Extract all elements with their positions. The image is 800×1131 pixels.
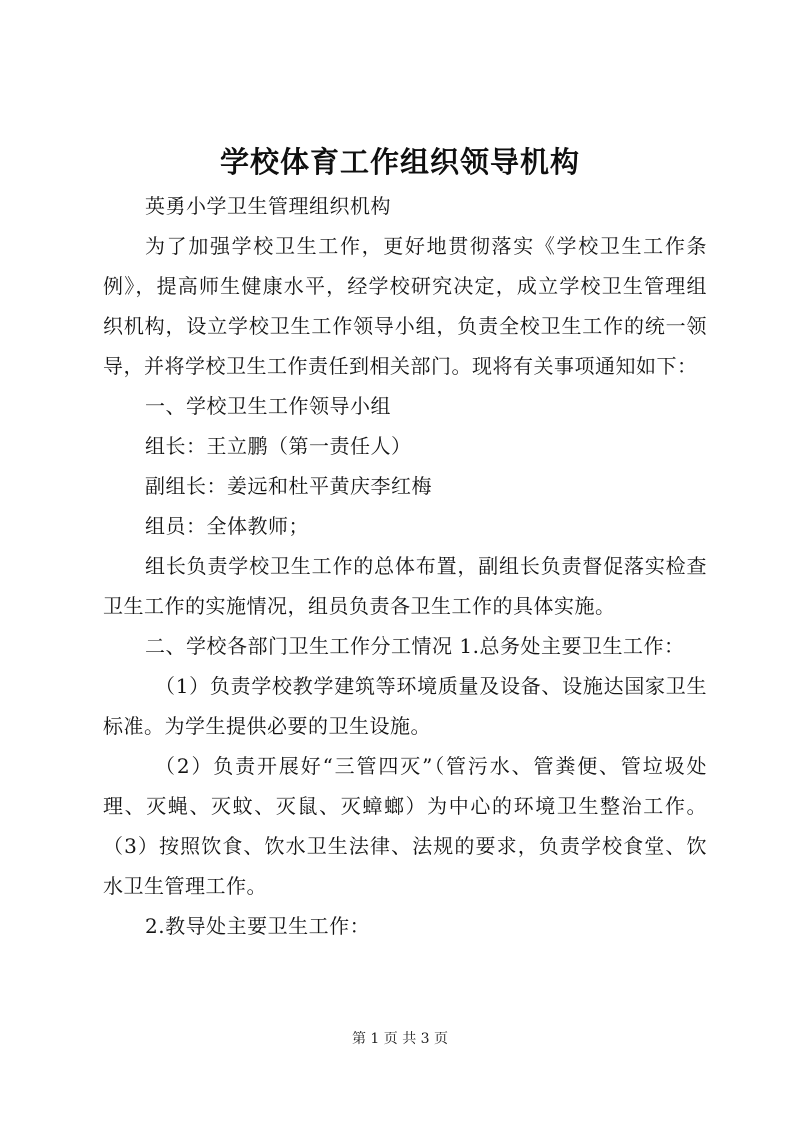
paragraph-section-one-heading: 一、学校卫生工作领导小组 <box>145 394 391 418</box>
paragraph-section-two-heading: 二、学校各部门卫生工作分工情况 1.总务处主要卫生工作： <box>145 634 685 658</box>
paragraph-item-2-3: （2）负责开展好“三管四灭”（管污水、管粪便、管垃圾处理、灭蝇、灭蚊、灭鼠、灭蟑螂）为中心的环境卫生整治工作。（3）按照饮食、饮水卫生法律、法规的要求，负责学校食堂、饮水卫生管理工作。 <box>103 754 707 898</box>
document-body <box>103 186 707 946</box>
paragraph-responsibilities: 组长负责学校卫生工作的总体布置，副组长负责督促落实检查卫生工作的实施情况，组员负责各卫生工作的具体实施。 <box>103 554 707 618</box>
paragraph-group-leader: 组长：王立鹏（第一责任人） <box>145 434 412 458</box>
paragraph-intro: 为了加强学校卫生工作，更好地贯彻落实《学校卫生工作条例》，提高师生健康水平，经学校研究决定，成立学校卫生管理组织机构，设立学校卫生工作领导小组，负责全校卫生工作的统一领导，并将学校卫生工作责任到相关部门。现将有关事项通知如下： <box>103 234 707 378</box>
paragraph-members: 组员：全体教师； <box>145 514 309 538</box>
paragraph-deputy-leaders: 副组长：姜远和杜平黄庆李红梅 <box>145 474 432 498</box>
paragraph-item-1: （1）负责学校教学建筑等环境质量及设备、设施达国家卫生标准。为学生提供必要的卫生设施。 <box>103 674 707 738</box>
page-number-footer: 第 1 页 共 3 页 <box>351 1031 449 1047</box>
paragraph-org-name: 英勇小学卫生管理组织机构 <box>145 194 391 218</box>
document-title: 学校体育工作组织领导机构 <box>219 145 580 179</box>
paragraph-academic-office-heading: 2.教导处主要卫生工作： <box>145 914 371 938</box>
